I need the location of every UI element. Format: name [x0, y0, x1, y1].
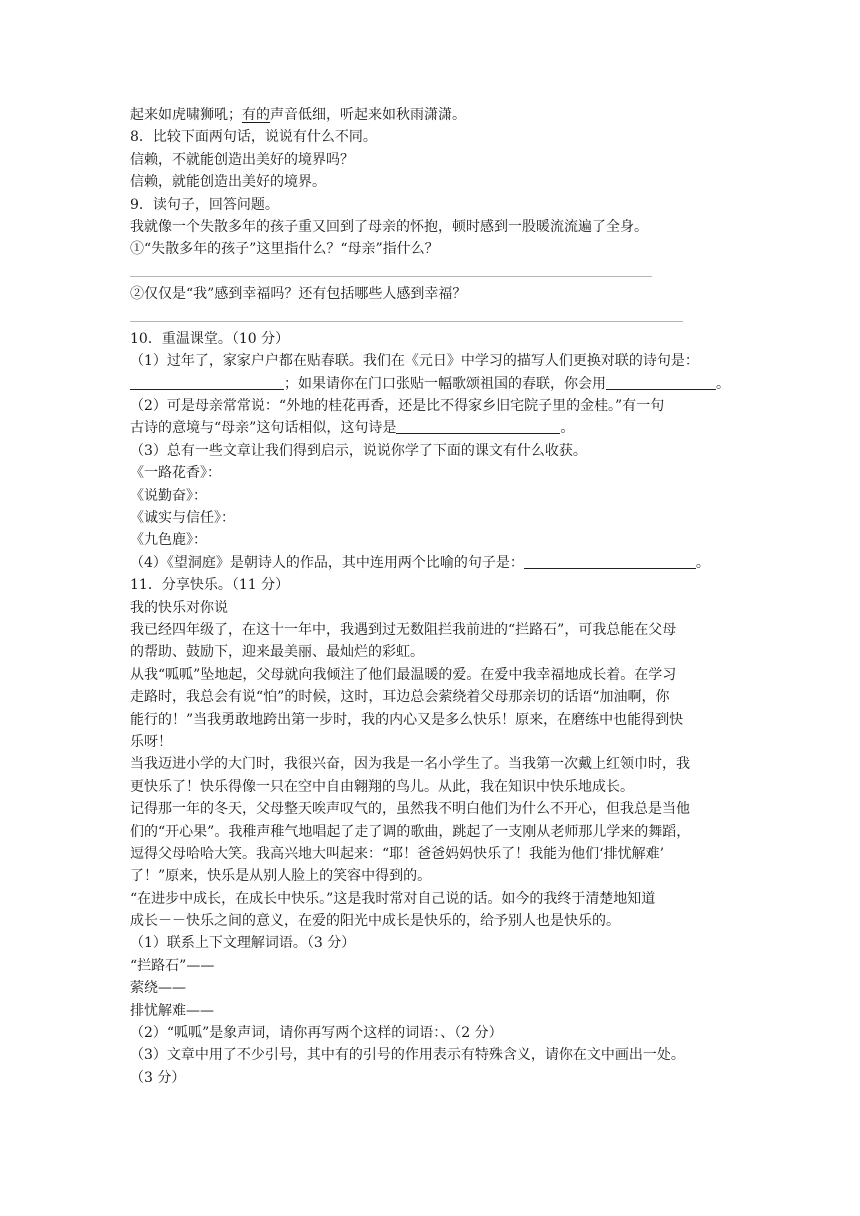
answer-line[interactable] [130, 261, 652, 283]
text-line: 古诗的意境与“母亲”这句话相似，这句诗是 。 [130, 420, 575, 437]
question-11-heading: 11．分享快乐。（11 分） [130, 577, 290, 594]
question-9-heading: 9．读句子，回答问题。 [130, 196, 279, 213]
passage-line: 成长－－快乐之间的意义，在爱的阳光中成长是快乐的，给予别人也是快乐的。 [130, 913, 620, 930]
passage-line: 走路时，我总会有说“怕”的时候，这时，耳边总会萦绕着父母那亲切的话语“加油啊，你 [130, 689, 670, 706]
text-line: （2）可是母亲常常说：“外地的桂花再香，还是比不得家乡旧宅院子里的金桂。”有一句 [130, 398, 665, 415]
text-line: “拦路石”—— [130, 957, 215, 974]
text-line: （3）总有一些文章让我们得到启示，说说你学了下面的课文有什么收获。 [130, 442, 587, 459]
text-line: 《诚实与信任》： [130, 510, 235, 527]
text-line: （3 分） [130, 1069, 186, 1086]
passage-line: 逗得父母哈哈大笑。我高兴地大叫起来：“耶！爸爸妈妈快乐了！我能为他们‘排忧解难’ [130, 845, 665, 862]
fill-blank[interactable] [606, 375, 716, 390]
question-10-heading: 10．重温课堂。（10 分） [130, 330, 290, 347]
text-line: （3）文章中用了不少引号，其中有的引号的作用表示有特殊含义，请你在文中画出一处。 [130, 1047, 685, 1064]
underlined-word: 有的 [242, 107, 270, 123]
fill-blank[interactable] [130, 375, 284, 390]
answer-line[interactable] [130, 306, 683, 328]
passage-line: 的帮助、鼓励下，迎来最美丽、最灿烂的彩虹。 [130, 644, 424, 661]
passage-line: 当我迈进小学的大门时，我很兴奋，因为我是一名小学生了。当我第一次戴上红领巾时，我 [130, 756, 690, 773]
text-line: （1）联系上下文理解词语。（3 分） [130, 935, 356, 952]
passage-line: 更快乐了！快乐得像一只在空中自由翱翔的鸟儿。从此，我在知识中快乐地成长。 [130, 778, 634, 795]
passage-title: 我的快乐对你说 [130, 599, 228, 616]
passage-line: 了！”原来，快乐是从别人脸上的笑容中得到的。 [130, 868, 432, 885]
fill-blank[interactable] [396, 419, 560, 434]
text-line: ；如果请你在门口张贴一幅歌颂祖国的春联，你会用 。 [130, 373, 730, 395]
text-line: 《九色鹿》： [130, 532, 207, 549]
text-line: 信赖，就能创造出美好的境界。 [130, 174, 326, 191]
text-line: （1）过年了，家家户户都在贴春联。我们在《元日》中学习的描写人们更换对联的诗句是： [130, 353, 699, 370]
fill-blank[interactable] [524, 554, 696, 569]
question-8-heading: 8．比较下面两句话，说说有什么不同。 [130, 129, 377, 146]
text-line: 萦绕—— [130, 980, 186, 997]
document-body [130, 104, 730, 1089]
text-line: 信赖，不就能创造出美好的境界吗？ [130, 151, 354, 168]
text-line: 起来如虎啸狮吼；有的声音低细，听起来如秋雨潇潇。 [130, 107, 466, 123]
text-line: ①“失散多年的孩子”这里指什么？“母亲”指什么？ [130, 241, 439, 258]
text-line: 我就像一个失散多年的孩子重又回到了母亲的怀抱，顿时感到一股暖流流遍了全身。 [130, 218, 648, 235]
passage-line: 乐呀！ [130, 733, 172, 750]
passage-line: “在进步中成长，在成长中快乐。”这是我时常对自己说的话。如今的我终于清楚地知道 [130, 890, 656, 907]
text-line: 《一路花香》： [130, 465, 221, 482]
text-line: 排忧解难—— [130, 1002, 214, 1019]
passage-line: 我已经四年级了，在这十一年中，我遇到过无数阻拦我前进的“拦路石”，可我总能在父母 [130, 621, 677, 638]
text-line: （4）《望洞庭》是朝诗人的作品，其中连用两个比喻的句子是： 。 [130, 554, 710, 571]
passage-line: 记得那一年的冬天，父母整天唉声叹气的，虽然我不明白他们为什么不开心，但我总是当他 [130, 801, 690, 818]
text-line: ②仅仅是“我”感到幸福吗？还有包括哪些人感到幸福？ [130, 286, 467, 303]
text-line: 《说勤奋》： [130, 487, 207, 504]
text-line: （2）“呱呱”是象声词，请你再写两个这样的词语：、（2 分） [130, 1025, 503, 1042]
passage-line: 们的“开心果”。我稚声稚气地唱起了走了调的歌曲，跳起了一支刚从老师那儿学来的舞蹈， [130, 823, 691, 840]
passage-line: 能行的！”当我勇敢地跨出第一步时，我的内心又是多么快乐！原来，在磨练中也能得到快 [130, 711, 684, 728]
passage-line: 从我“呱呱”坠地起，父母就向我倾注了他们最温暖的爱。在爱中我幸福地成长着。在学习 [130, 666, 677, 683]
